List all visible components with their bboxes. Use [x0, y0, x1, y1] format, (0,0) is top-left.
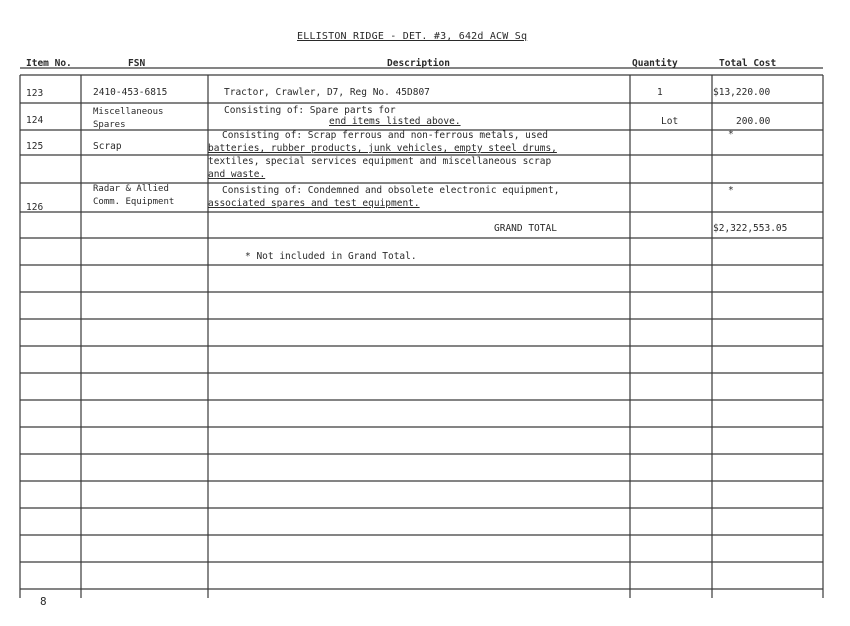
quantity-cell: Lot [661, 116, 679, 127]
description-line: end items listed above. [329, 116, 461, 127]
header-quantity: Quantity [632, 58, 678, 69]
fsn-cell: 2410-453-6815 [93, 87, 168, 98]
header-description: Description [387, 58, 450, 69]
grand-total-value: $2,322,553.05 [713, 223, 788, 234]
item-number: 124 [26, 115, 44, 126]
fsn-cell-line: Miscellaneous [93, 107, 164, 117]
description-line: associated spares and test equipment. [208, 198, 420, 209]
total-cost-cell: 200.00 [736, 116, 771, 127]
page-title: ELLISTON RIDGE - DET. #3, 642d ACW Sq [297, 31, 528, 42]
description-line: batteries, rubber products, junk vehicles, empty steel drums, [208, 143, 557, 154]
footnote: * Not included in Grand Total. [245, 251, 417, 262]
total-cost-cell: * [728, 129, 734, 140]
item-number: 126 [26, 202, 44, 213]
quantity-cell: 1 [657, 87, 663, 98]
description-line: textiles, special services equipment and miscellaneous scrap [208, 156, 552, 167]
description-line: and waste. [208, 169, 266, 180]
description-line: Consisting of: Scrap ferrous and non-ferrous metals, used [222, 130, 549, 141]
page-number: 8 [40, 595, 47, 608]
header-fsn: FSN [128, 58, 146, 69]
description-line: Consisting of: Spare parts for [224, 105, 396, 116]
header-total-cost: Total Cost [719, 58, 777, 69]
fsn-cell-line: Comm. Equipment [93, 197, 175, 207]
item-number: 125 [26, 141, 44, 152]
header-item-no: Item No. [26, 58, 72, 69]
fsn-cell-line: Radar & Allied [93, 184, 169, 194]
description-line: Consisting of: Condemned and obsolete electronic equipment, [222, 185, 560, 196]
fsn-cell: Scrap [93, 141, 122, 152]
total-cost-cell: $13,220.00 [713, 87, 771, 98]
total-cost-cell: * [728, 185, 734, 196]
description-cell: Tractor, Crawler, D7, Reg No. 45D807 [224, 87, 430, 98]
grand-total-label: GRAND TOTAL [494, 223, 557, 234]
fsn-cell-line: Spares [93, 120, 126, 130]
item-number: 123 [26, 88, 44, 99]
